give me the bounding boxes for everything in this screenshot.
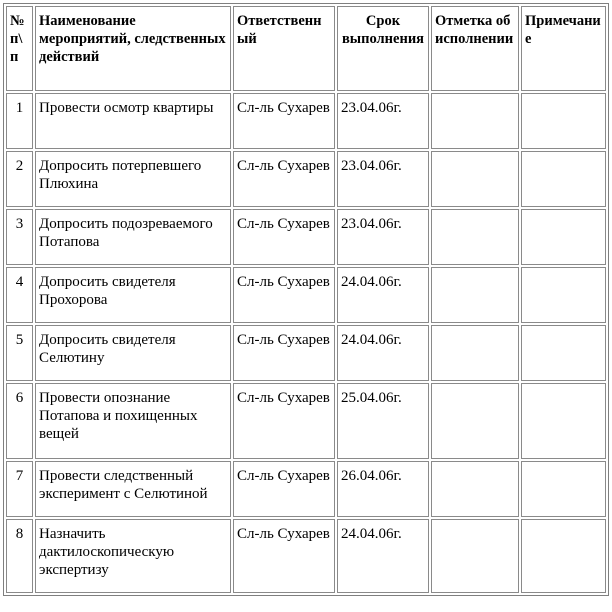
row-number: 4 (6, 267, 33, 323)
investigation-plan-table (3, 3, 609, 596)
row-note (521, 461, 606, 517)
row-number: 8 (6, 519, 33, 593)
row-number: 1 (6, 93, 33, 149)
row-number: 7 (6, 461, 33, 517)
row-note (521, 267, 606, 323)
table-row (6, 383, 606, 459)
row-action: Допросить подозреваемого Потапова (35, 209, 231, 265)
row-action: Допросить свидетеля Прохорова (35, 267, 231, 323)
row-responsible: Сл-ль Сухарев (233, 383, 335, 459)
row-responsible: Сл-ль Сухарев (233, 519, 335, 593)
row-responsible: Сл-ль Сухарев (233, 461, 335, 517)
row-mark (431, 267, 519, 323)
row-responsible: Сл-ль Сухарев (233, 151, 335, 207)
table-row (6, 461, 606, 517)
row-deadline: 26.04.06г. (337, 461, 429, 517)
row-action: Допросить свидетеля Селютину (35, 325, 231, 381)
row-number: 3 (6, 209, 33, 265)
row-action: Назначить дактилоскопическую экспертизу (35, 519, 231, 593)
header-action: Наименование мероприятий, следственных действий (35, 6, 231, 91)
table-row (6, 519, 606, 593)
row-note (521, 209, 606, 265)
row-mark (431, 209, 519, 265)
row-responsible: Сл-ль Сухарев (233, 93, 335, 149)
row-deadline: 23.04.06г. (337, 209, 429, 265)
header-note: Примечание (521, 6, 606, 91)
table-row (6, 325, 606, 381)
table-row (6, 93, 606, 149)
row-number: 2 (6, 151, 33, 207)
row-deadline: 24.04.06г. (337, 519, 429, 593)
header-responsible: Ответственный (233, 6, 335, 91)
row-responsible: Сл-ль Сухарев (233, 209, 335, 265)
row-responsible: Сл-ль Сухарев (233, 325, 335, 381)
row-deadline: 23.04.06г. (337, 93, 429, 149)
row-deadline: 23.04.06г. (337, 151, 429, 207)
row-mark (431, 93, 519, 149)
row-note (521, 325, 606, 381)
row-action: Провести осмотр квартиры (35, 93, 231, 149)
row-mark (431, 151, 519, 207)
row-deadline: 24.04.06г. (337, 267, 429, 323)
row-responsible: Сл-ль Сухарев (233, 267, 335, 323)
row-mark (431, 461, 519, 517)
row-action: Провести следственный эксперимент с Селютиной (35, 461, 231, 517)
row-action: Допросить потерпевшего Плюхина (35, 151, 231, 207)
row-number: 6 (6, 383, 33, 459)
table-row (6, 151, 606, 207)
table-row (6, 267, 606, 323)
row-deadline: 25.04.06г. (337, 383, 429, 459)
row-note (521, 93, 606, 149)
row-mark (431, 325, 519, 381)
row-mark (431, 519, 519, 593)
header-mark: Отметка об исполнении (431, 6, 519, 91)
row-deadline: 24.04.06г. (337, 325, 429, 381)
row-action: Провести опознание Потапова и похищенных вещей (35, 383, 231, 459)
row-mark (431, 383, 519, 459)
row-note (521, 519, 606, 593)
header-row (6, 6, 606, 91)
row-note (521, 383, 606, 459)
header-number: № п\ п (6, 6, 33, 91)
row-note (521, 151, 606, 207)
header-deadline: Срок выполнения (337, 6, 429, 91)
row-number: 5 (6, 325, 33, 381)
table-row (6, 209, 606, 265)
